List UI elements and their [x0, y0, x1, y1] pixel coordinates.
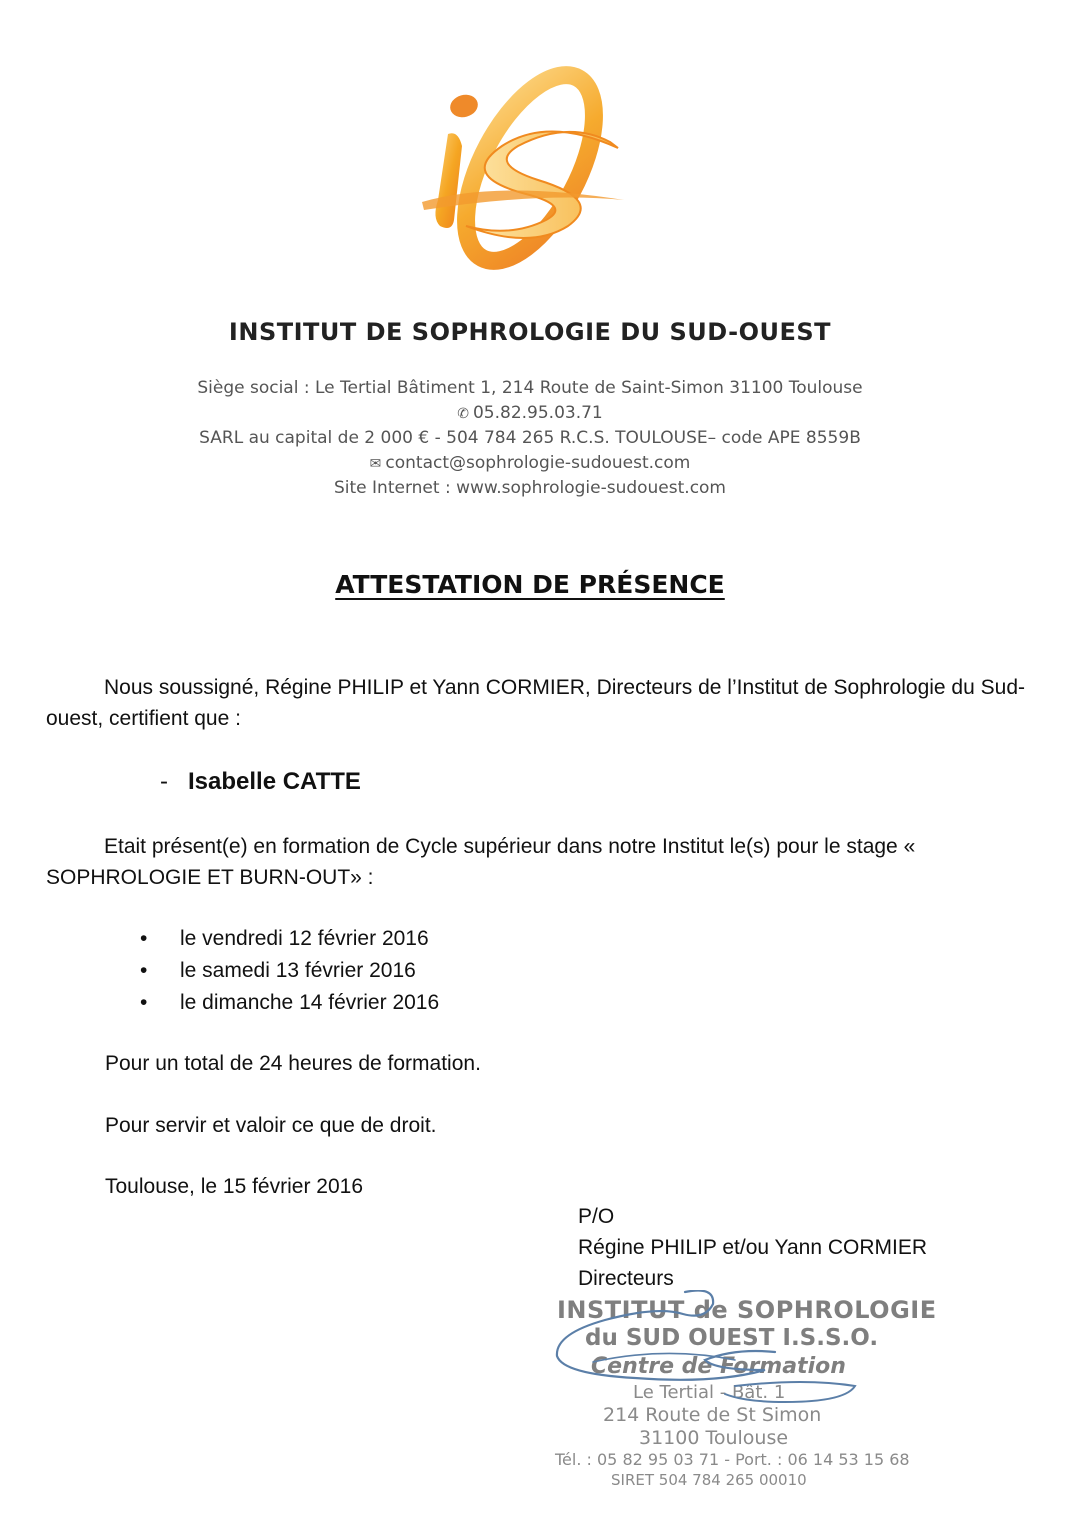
bullet-icon: • [140, 991, 148, 1014]
presence-paragraph: Etait présent(e) en formation de Cycle supérieur dans notre Institut le(s) pour le stage « SOPHROLOGIE ET BURN-OUT» : [46, 835, 916, 889]
website-line: Site Internet : www.sophrologie-sudouest.com [334, 478, 726, 498]
list-item [140, 923, 439, 955]
phone-line [0, 401, 1060, 427]
bullet-icon: • [140, 959, 148, 982]
list-item [140, 955, 439, 987]
stamp-line: SIRET 504 784 265 00010 [611, 1471, 807, 1489]
place-date: Toulouse, le 15 février 2016 [105, 1175, 363, 1198]
document-title [0, 570, 1060, 599]
institute-contact-block [0, 376, 1060, 501]
email-line [0, 451, 1060, 477]
phone-number: 05.82.95.03.71 [472, 402, 603, 423]
dates-list [140, 923, 439, 1019]
company-stamp [545, 1290, 937, 1495]
phone-icon: ✆ [457, 405, 469, 422]
stamp-line: 31100 Toulouse [639, 1427, 789, 1449]
envelope-icon: ✉ [369, 455, 382, 472]
stamp-line: du SUD OUEST I.S.S.O. [585, 1325, 879, 1351]
list-item [140, 987, 439, 1019]
closing-formula: Pour servir et valoir ce que de droit. [105, 1114, 437, 1137]
legal-line: SARL au capital de 2 000 € - 504 784 265 R.C.S. TOULOUSE– code APE 8559B [199, 428, 861, 448]
signature-po: P/O [578, 1205, 615, 1228]
document-title-text: ATTESTATION DE PRÉSENCE [335, 570, 725, 599]
stamp-line: 214 Route de St Simon [603, 1404, 822, 1426]
signature-role: Directeurs [578, 1267, 674, 1290]
total-hours: Pour un total de 24 heures de formation. [105, 1052, 481, 1075]
email-address: contact@sophrologie-sudouest.com [385, 452, 691, 473]
bullet-icon: • [140, 927, 148, 950]
institute-name: INSTITUT DE SOPHROLOGIE DU SUD-OUEST [228, 318, 832, 346]
stamp-line: Centre de Formation [591, 1354, 846, 1379]
student-dash: - [160, 768, 168, 795]
logo-graphic [418, 50, 633, 275]
signature-names: Régine PHILIP et/ou Yann CORMIER [578, 1236, 928, 1259]
address-line: Siège social : Le Tertial Bâtiment 1, 214 Route de Saint-Simon 31100 Toulouse [197, 378, 863, 398]
stamp-line: Tél. : 05 82 95 03 71 - Port. : 06 14 53 15 68 [555, 1450, 910, 1469]
signature-block [578, 1201, 927, 1294]
date-text: le samedi 13 février 2016 [180, 959, 416, 982]
date-text: le dimanche 14 février 2016 [180, 991, 440, 1014]
institute-logo [418, 50, 633, 275]
intro-paragraph: Nous soussigné, Régine PHILIP et Yann CORMIER, Directeurs de l’Institut de Sophrologie du Sud-ouest, certifient que : [46, 676, 1025, 730]
student-name: Isabelle CATTE [188, 768, 361, 795]
date-text: le vendredi 12 février 2016 [180, 927, 429, 950]
stamp-line: INSTITUT de SOPHROLOGIE [557, 1296, 937, 1324]
student-line [160, 766, 361, 797]
stamp-line: Le Tertial - Bât. 1 [633, 1382, 786, 1403]
